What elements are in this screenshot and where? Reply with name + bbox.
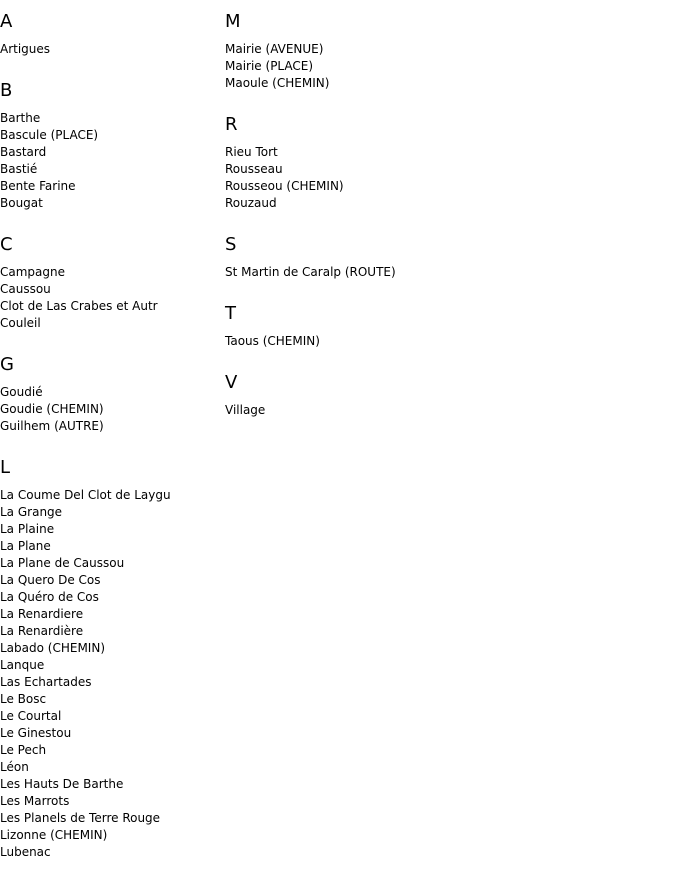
street-list-item[interactable]: Rieu Tort: [225, 145, 278, 159]
street-list: [225, 41, 665, 92]
letter-section-g: [0, 354, 220, 435]
street-list-item[interactable]: La Coume Del Clot de Laygu: [0, 488, 171, 502]
street-list-item[interactable]: Caussou: [0, 282, 51, 296]
street-list-item[interactable]: Artigues: [0, 42, 51, 56]
street-list: [0, 264, 220, 332]
street-list-item[interactable]: La Grange: [0, 505, 63, 519]
street-list-item[interactable]: Bougat: [0, 196, 43, 210]
section-letter-heading: S: [225, 234, 237, 255]
street-list: [0, 110, 220, 212]
section-letter-heading: G: [0, 354, 14, 375]
street-list-item[interactable]: Goudie (CHEMIN): [0, 402, 104, 416]
letter-section-l: [0, 457, 220, 861]
street-list-item[interactable]: Lizonne (CHEMIN): [0, 828, 108, 842]
street-list-item[interactable]: St Martin de Caralp (ROUTE): [225, 265, 396, 279]
street-list-item[interactable]: Goudié: [0, 385, 43, 399]
letter-section-r: [225, 114, 665, 212]
street-list-item[interactable]: La Quéro de Cos: [0, 590, 99, 604]
street-list-item[interactable]: Bente Farine: [0, 179, 76, 193]
section-letter-heading: C: [0, 234, 13, 255]
section-letter-heading: T: [225, 303, 236, 324]
street-list-item[interactable]: Rousseau: [225, 162, 283, 176]
street-list-item[interactable]: Les Marrots: [0, 794, 70, 808]
section-letter-heading: R: [225, 114, 238, 135]
street-list-item[interactable]: La Quero De Cos: [0, 573, 101, 587]
street-list-item[interactable]: Mairie (AVENUE): [225, 42, 324, 56]
street-list-item[interactable]: La Renardiere: [0, 607, 84, 621]
street-list: [0, 487, 220, 861]
street-list-item[interactable]: Bascule (PLACE): [0, 128, 99, 142]
street-list-item[interactable]: La Plane de Caussou: [0, 556, 125, 570]
letter-section-b: [0, 80, 220, 212]
street-list-item[interactable]: Le Courtal: [0, 709, 62, 723]
section-letter-heading: B: [0, 80, 13, 101]
letter-section-m: [225, 11, 665, 92]
letter-section-v: [225, 372, 665, 419]
street-list-item[interactable]: Bastié: [0, 162, 38, 176]
street-list-item[interactable]: La Plane: [0, 539, 51, 553]
street-list-item[interactable]: Mairie (PLACE): [225, 59, 314, 73]
street-list: [225, 264, 665, 281]
street-list-item[interactable]: Rousseou (CHEMIN): [225, 179, 344, 193]
letter-section-s: [225, 234, 665, 281]
street-list-item[interactable]: Le Bosc: [0, 692, 47, 706]
letter-section-c: [0, 234, 220, 332]
street-list: [0, 384, 220, 435]
street-list-item[interactable]: Guilhem (AUTRE): [0, 419, 104, 433]
street-list-item[interactable]: Les Planels de Terre Rouge: [0, 811, 161, 825]
street-list-item[interactable]: Labado (CHEMIN): [0, 641, 105, 655]
street-list-item[interactable]: Le Ginestou: [0, 726, 72, 740]
section-letter-heading: M: [225, 11, 241, 32]
street-list-item[interactable]: Couleil: [0, 316, 41, 330]
street-list: [225, 333, 665, 350]
letter-section-t: [225, 303, 665, 350]
street-list: [225, 402, 665, 419]
street-list-item[interactable]: Léon: [0, 760, 29, 774]
street-index-left-column: [0, 0, 220, 861]
section-letter-heading: L: [0, 457, 11, 478]
section-letter-heading: A: [0, 11, 13, 32]
street-index-right-column: [225, 0, 665, 419]
street-list-item[interactable]: Le Pech: [0, 743, 47, 757]
street-list-item[interactable]: Clot de Las Crabes et Autr: [0, 299, 158, 313]
street-list-item[interactable]: Village: [225, 403, 266, 417]
street-list-item[interactable]: Bastard: [0, 145, 47, 159]
street-list-item[interactable]: La Plaine: [0, 522, 55, 536]
letter-section-a: [0, 11, 220, 58]
street-list-item[interactable]: Lubenac: [0, 845, 51, 859]
street-list-item[interactable]: La Renardière: [0, 624, 84, 638]
street-list-item[interactable]: Lanque: [0, 658, 45, 672]
section-letter-heading: V: [225, 372, 238, 393]
street-list: [225, 144, 665, 212]
street-list-item[interactable]: Maoule (CHEMIN): [225, 76, 330, 90]
street-list-item[interactable]: Les Hauts De Barthe: [0, 777, 124, 791]
street-list: [0, 41, 220, 58]
street-list-item[interactable]: Las Echartades: [0, 675, 92, 689]
street-list-item[interactable]: Taous (CHEMIN): [225, 334, 320, 348]
street-list-item[interactable]: Barthe: [0, 111, 41, 125]
street-list-item[interactable]: Rouzaud: [225, 196, 277, 210]
street-list-item[interactable]: Campagne: [0, 265, 65, 279]
